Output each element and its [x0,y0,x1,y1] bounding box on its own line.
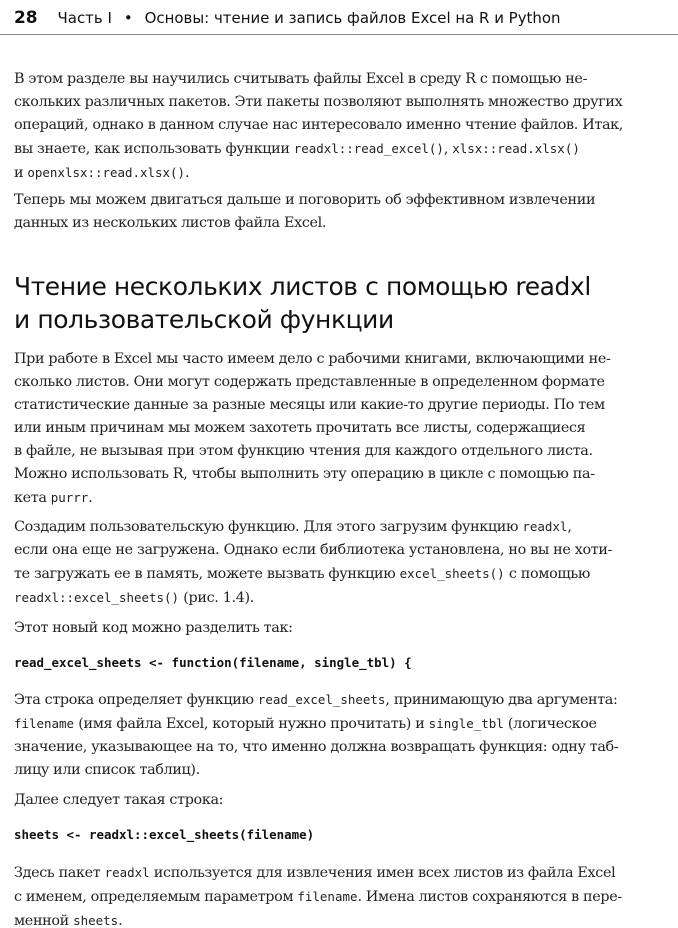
header-rule [0,34,678,35]
text-run: . Имена листов сохраняются в пере- [357,889,622,905]
inline-code: readxl [522,519,568,534]
paragraph-function-desc [14,688,678,782]
part-label: Часть I [57,9,112,27]
inline-code: filename [14,716,75,731]
text-line: Можно использовать R, чтобы выполнить эту операцию в цикле с помощью па- [14,466,595,482]
text-line: статистические данные за разные месяцы или какие-то другие периоды. По тем [14,397,605,413]
text-line: если она еще не загружена. Однако если библиотека установлена, но вы не хоти- [14,542,613,558]
text-line [14,688,676,712]
text-run: с именем, определяемым параметром [14,889,298,905]
text-run: Здесь пакет [14,865,105,881]
text-run: , [443,141,453,157]
inline-code: purrr [50,490,89,505]
text-run: , [567,519,572,535]
text-run: и [14,165,28,181]
heading-line: Чтение нескольких листов с помощью readxl [14,272,591,301]
text-line: скольких различных пакетов. Эти пакеты позволяют выполнять множество других [14,94,623,110]
text-run: . [118,913,123,928]
text-run: менной [14,913,74,928]
text-line [14,562,676,586]
text-run: те загружать ее в память, можете вызвать функцию [14,566,400,582]
inline-code: xlsx::read.xlsx() [452,141,580,156]
text-line: данных из нескольких листов файла Excel. [14,215,327,231]
text-line [14,515,676,539]
text-line: или иным причинам мы можем захотеть прочитать все листы, содержащиеся [14,420,586,436]
inline-code: filename [297,889,358,904]
paragraph-sheets-desc [14,861,678,928]
text-run: (рис. 1.4). [179,590,254,606]
text-line [14,586,676,610]
text-run: (логическое [503,716,597,732]
text-line [14,712,676,736]
paragraph-summary [14,68,678,185]
inline-code: single_tbl [428,716,504,731]
running-header [14,8,676,34]
inline-code: read_excel_sheets [257,692,386,707]
text-run: Создадим пользовательскую функцию. Для этого загрузим функцию [14,519,523,535]
text-line: сколько листов. Они могут содержать представленные в определенном формате [14,374,605,390]
text-run: с помощью [504,566,590,582]
paragraph-next [14,189,678,235]
code-line-function: read_excel_sheets <- function(filename, single_tbl) { [14,655,412,670]
text-line: в файле, не вызывая при этом функцию чтения для каждого отдельного листа. [14,443,593,459]
section-heading [14,270,678,336]
inline-code: sheets [73,913,119,928]
inline-code: readxl [104,865,150,880]
paragraph-split [14,617,678,640]
text-run: . [184,165,190,181]
text-line [14,885,676,909]
text-run: . [88,490,93,506]
text-line [14,909,676,928]
paragraph-next-line [14,789,678,812]
text-line [14,161,676,185]
text-run: , принимающую два аргумента: [385,692,618,708]
inline-code: openxlsx::read.xlsx() [27,165,185,180]
text-line: Этот новый код можно разделить так: [14,620,293,636]
heading-line: и пользовательской функции [14,305,394,334]
text-line: операций, однако в данном случае нас интересовало именно чтение файлов. Итак, [14,117,623,133]
text-run: вы знаете, как использовать функции [14,141,294,157]
text-line [14,137,676,161]
text-run: кета [14,490,51,506]
text-line: лицу или список таблиц). [14,762,200,778]
text-run: используется для извлечения имен всех листов из файла Excel [149,865,616,881]
chapter-title: Основы: чтение и запись файлов Excel на R и Python [144,9,561,27]
code-line-sheets: sheets <- readxl::excel_sheets(filename) [14,827,315,842]
inline-code: readxl::excel_sheets() [14,590,180,605]
text-run: (имя файла Excel, который нужно прочитать) и [74,716,429,732]
text-line [14,486,676,510]
page-number: 28 [14,8,38,28]
text-line: значение, указывающее на то, что именно должна возвращать функция: одну таб- [14,739,619,755]
text-run: Эта строка определяет функцию [14,692,258,708]
text-line: Далее следует такая строка: [14,792,224,808]
inline-code: excel_sheets() [399,566,505,581]
bullet-separator: • [123,9,133,27]
text-line: При работе в Excel мы часто имеем дело с рабочими книгами, включающими не- [14,351,611,367]
paragraph-custom-function [14,515,678,610]
inline-code: readxl::read_excel() [293,141,444,156]
text-line: В этом разделе вы научились считывать файлы Excel в среду R с помощью не- [14,71,588,87]
text-line: Теперь мы можем двигаться дальше и поговорить об эффективном извлечении [14,192,596,208]
text-line [14,861,676,885]
paragraph-intro [14,348,678,510]
